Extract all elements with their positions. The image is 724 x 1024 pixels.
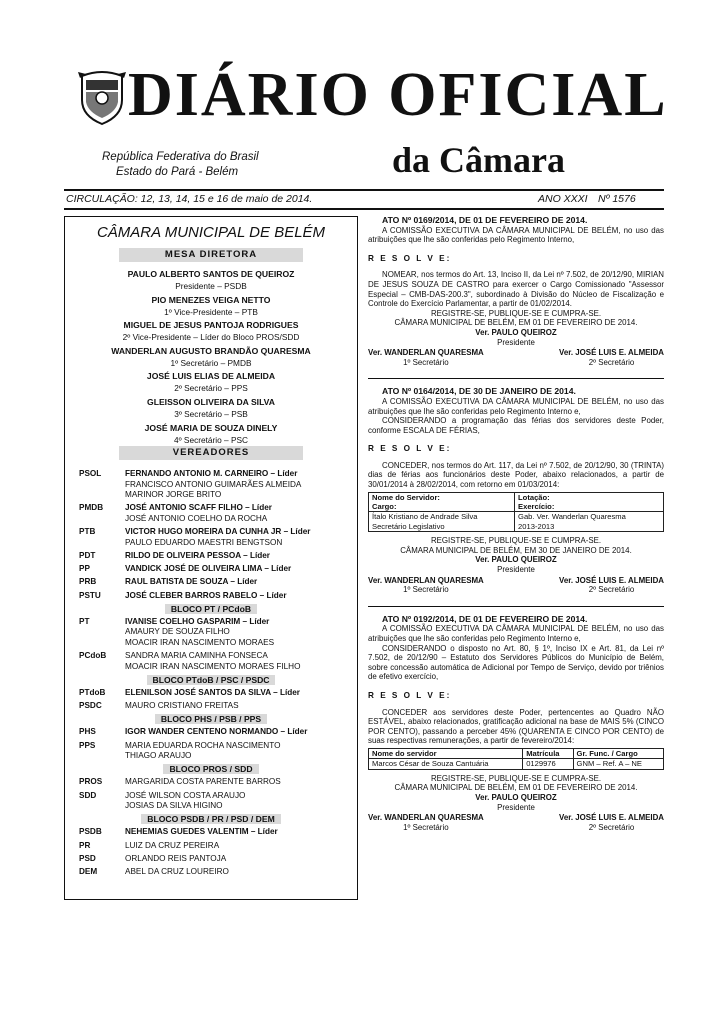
act-table xyxy=(368,492,664,533)
closing-line: CÂMARA MUNICIPAL DE BELÉM, EM 30 DE JANEIRO DE 2014. xyxy=(400,545,632,555)
mesa-member-name: GLEISSON OLIVEIRA DA SILVA xyxy=(147,397,275,407)
coat-of-arms-icon xyxy=(78,68,126,126)
mesa-member-role: 4º Secretário – PSC xyxy=(173,434,249,445)
vereador-names xyxy=(125,791,353,812)
party-leader: NEHEMIAS GUEDES VALENTIM – Líder xyxy=(125,827,278,837)
act-table-cell xyxy=(573,759,663,769)
party-leader: RILDO DE OLIVEIRA PESSOA – Líder xyxy=(125,551,270,560)
cell-line: GNM – Ref. A – NE xyxy=(576,759,642,769)
president-role: Presidente xyxy=(497,337,535,347)
vereador-names xyxy=(125,527,353,548)
president-name: Ver. PAULO QUEIROZ xyxy=(475,327,557,337)
mesa-member-role: 1º Secretário – PMDB xyxy=(170,357,252,368)
signatory-name: Ver. JOSÉ LUIS E. ALMEIDA xyxy=(559,348,664,358)
signature-block xyxy=(559,348,664,367)
signatory-name: Ver. WANDERLAN QUARESMA xyxy=(368,813,484,823)
mesa-member-name: MIGUEL DE JESUS PANTOJA RODRIGUES xyxy=(123,320,299,331)
closing-line: REGISTRE-SE, PUBLIQUE-SE E CUMPRA-SE. xyxy=(430,773,602,783)
signature-block xyxy=(559,813,664,832)
signatures xyxy=(368,348,664,367)
vereador-name: ABEL DA CRUZ LOUREIRO xyxy=(125,867,229,876)
signatory-role: 2º Secretário xyxy=(588,357,635,367)
party-code: PTB xyxy=(79,527,96,537)
bloco-label-text: BLOCO PTdoB / PSC / PSDC xyxy=(147,675,276,685)
act-heading: ATO Nº 0192/2014, DE 01 DE FEVEREIRO DE 2014. xyxy=(382,613,588,624)
council-heading: CÂMARA MUNICIPAL DE BELÉM xyxy=(96,224,326,241)
mesa-member-role: 2º Vice-Presidente – Líder do Bloco PROS/SDD xyxy=(122,332,300,343)
act-paragraph: A COMISSÃO EXECUTIVA DA CÂMARA MUNICIPAL DE BELÉM, no uso das atribuições que lhe são conferidas pelo Regimento Interno e, xyxy=(368,624,664,644)
act-table-header xyxy=(369,492,664,512)
mesa-member-role: 3º Secretário – PSB xyxy=(174,409,248,419)
signatory-role: 1º Secretário xyxy=(403,822,449,832)
act-separator xyxy=(368,606,664,607)
newspaper-subtitle: da Câmara xyxy=(392,140,565,180)
act-table-header-cell xyxy=(515,492,664,512)
signature-block xyxy=(368,813,484,832)
header-line: Exercício: xyxy=(518,502,555,512)
signatory-name: Ver. JOSÉ LUIS E. ALMEIDA xyxy=(559,813,664,823)
vereador-name: MARGARIDA COSTA PARENTE BARROS xyxy=(125,777,281,787)
header-line: Gr. Func. / Cargo xyxy=(576,748,638,758)
masthead-rule-bottom xyxy=(64,208,664,210)
header-line: Nome do servidor xyxy=(372,748,437,758)
act-table-header-cell xyxy=(369,492,515,512)
vereadores-label: VEREADORES xyxy=(119,446,303,460)
signatory-role: 2º Secretário xyxy=(588,585,635,595)
party-code: PSTU xyxy=(79,590,101,600)
act-table-cell xyxy=(523,759,573,769)
vereador-names xyxy=(125,854,353,865)
act-body: CONCEDER aos servidores deste Poder, pertencentes ao Quadro NÃO ESTÁVEL, abaixo relacionados, gratificação adicional na base de MAIS 5% (CINCO POR CENTO), passando a perceber 45% (QUARENTA E CINCO POR CENTO) de suas respectivas remunerações, a partir de fevereiro/2014: xyxy=(368,707,664,746)
party-leader: FERNANDO ANTONIO M. CARNEIRO – Líder xyxy=(125,469,298,478)
act-paragraph: A COMISSÃO EXECUTIVA DA CÂMARA MUNICIPAL DE BELÉM, no uso das atribuições que lhe são conferidas pelo Regimento Interno, xyxy=(368,225,664,245)
signature-block xyxy=(368,348,484,367)
vereador-names xyxy=(125,651,353,672)
president-role: Presidente xyxy=(497,565,535,575)
closing-line: CÂMARA MUNICIPAL DE BELÉM, EM 01 DE FEVEREIRO DE 2014. xyxy=(394,318,638,328)
header-line: Lotação: xyxy=(518,492,550,502)
party-code: DEM xyxy=(79,867,98,876)
act-heading: ATO Nº 0164/2014, DE 30 DE JANEIRO DE 2014. xyxy=(382,386,576,397)
act-body: CONCEDER, nos termos do Art. 117, da Lei nº 7.502, de 20/12/90, 30 (TRINTA) dias de férias aos funcionários deste Poder, abaixo relacionados, a partir de 30/01/2014 à 28/02/2014, com retorno em 01/03/2014: xyxy=(368,460,664,490)
signature-block xyxy=(559,576,664,595)
vereador-name: JOSÉ ANTONIO COELHO DA ROCHA xyxy=(125,513,268,523)
mesa-member-name: PAULO ALBERTO SANTOS DE QUEIROZ xyxy=(127,269,295,279)
act-table-header-cell xyxy=(573,748,663,758)
act-body: NOMEAR, nos termos do Art. 13, Inciso II, da Lei nº 7.502, de 20/12/90, MIRIAN DE JESUS SOUZA DE CASTRO para exercer o Cargo Comissionado "Assessor Especial – CMB-DAS-200.3", subordinado à Divisão do Núcleo de Fiscalização e Controle do Exercício Parlamentar, a partir de 01/02/2014. xyxy=(368,270,664,309)
vereador-name: AMAURY DE SOUZA FILHO xyxy=(125,627,230,637)
vereador-names xyxy=(125,867,353,878)
closing-line: REGISTRE-SE, PUBLIQUE-SE E CUMPRA-SE. xyxy=(430,308,602,318)
closing-line: REGISTRE-SE, PUBLIQUE-SE E CUMPRA-SE. xyxy=(430,536,602,546)
vereador-names xyxy=(125,777,353,788)
party-code: PHS xyxy=(79,727,96,737)
party-code: SDD xyxy=(79,790,97,800)
masthead-republic-block xyxy=(102,150,259,180)
vereador-name: PAULO EDUARDO MAESTRI BENGTSON xyxy=(125,537,283,547)
signatures xyxy=(368,576,664,595)
act-table xyxy=(368,748,664,770)
vereador-name: LUIZ DA CRUZ PEREIRA xyxy=(125,840,220,850)
party-code: PT xyxy=(79,616,90,626)
party-code: PRB xyxy=(79,577,97,587)
vereador-names xyxy=(125,688,353,699)
resolve-label: R E S O L V E: xyxy=(368,253,452,263)
party-code: PPS xyxy=(79,740,96,750)
vereador-names xyxy=(125,841,353,852)
party-code: PROS xyxy=(79,777,103,787)
party-code: PDT xyxy=(79,551,96,560)
party-leader: IVANISE COELHO GASPARIM – Líder xyxy=(125,616,270,626)
cell-line: 0129976 xyxy=(526,759,556,769)
circulation-dates: CIRCULAÇÃO: 12, 13, 14, 15 e 16 de maio de 2014. xyxy=(66,193,313,205)
vereador-name: THIAGO ARAUJO xyxy=(125,751,192,761)
mesa-member-name: JOSÉ MARIA DE SOUZA DINELY xyxy=(144,422,278,433)
vereador-names xyxy=(125,741,353,762)
party-code: PR xyxy=(79,840,91,850)
vereador-name: MAURO CRISTIANO FREITAS xyxy=(125,701,239,711)
vereador-names xyxy=(125,617,353,649)
vereador-name: MARINOR JORGE BRITO xyxy=(125,490,222,500)
vereador-name: FRANCISCO ANTONIO GUIMARÃES ALMEIDA xyxy=(125,479,302,489)
signatory-name: Ver. JOSÉ LUIS E. ALMEIDA xyxy=(559,575,664,585)
president-name: Ver. PAULO QUEIROZ xyxy=(475,555,557,565)
act-table-header xyxy=(369,748,664,758)
vereador-names xyxy=(125,727,353,738)
bloco-label xyxy=(65,675,357,685)
act-paragraph: CONSIDERANDO o disposto no Art. 80, § 1º, Inciso IX e Art. 81, da Lei nº 7.502, de 20/12/90 – Estatuto dos Servidores Públicos do Município de Belém, sobre concessão automática de Adicional por Tempo de Serviço, devido por triênios de efetivo exercício, xyxy=(368,643,664,682)
party-code: PSDC xyxy=(79,701,102,711)
header-line: Cargo: xyxy=(372,502,397,512)
vereador-names xyxy=(125,469,353,501)
vereador-names xyxy=(125,827,353,838)
vereador-names xyxy=(125,503,353,524)
signatory-role: 2º Secretário xyxy=(588,822,635,832)
masthead-rule-top xyxy=(64,189,664,191)
party-code: PSDB xyxy=(79,827,102,837)
vereador-name: SANDRA MARIA CAMINHA FONSECA xyxy=(125,651,268,661)
resolve-label: R E S O L V E: xyxy=(368,691,452,700)
act-table-header-cell xyxy=(523,748,573,758)
party-code: PSD xyxy=(79,853,96,863)
council-directory-box xyxy=(64,216,358,900)
signatory-role: 1º Secretário xyxy=(403,357,449,367)
signatory-role: 1º Secretário xyxy=(403,585,449,595)
signatory-name: Ver. WANDERLAN QUARESMA xyxy=(368,348,484,358)
header-line: Matrícula xyxy=(526,748,560,758)
signature-block xyxy=(368,576,484,595)
vereador-names xyxy=(125,701,353,712)
edition-number: Nº 1576 xyxy=(598,193,636,205)
bloco-label xyxy=(65,714,357,724)
bloco-label-text: BLOCO PSDB / PR / PSD / DEM xyxy=(141,814,281,824)
vereador-names xyxy=(125,551,353,562)
party-code: PTdoB xyxy=(79,688,106,697)
president-name: Ver. PAULO QUEIROZ xyxy=(475,792,557,802)
party-leader: IGOR WANDER CENTENO NORMANDO – Líder xyxy=(125,727,308,737)
signatures xyxy=(368,813,664,832)
bloco-label xyxy=(65,764,357,774)
mesa-member-name: PIO MENEZES VEIGA NETTO xyxy=(151,294,271,305)
edition-year: ANO XXXI xyxy=(538,193,588,205)
party-code: PMDB xyxy=(79,503,104,513)
act-paragraph: CONSIDERANDO a programação das férias dos servidores deste Poder, conforme ESCALA DE FÉRIAS, xyxy=(368,416,664,435)
bloco-label-text: BLOCO PROS / SDD xyxy=(163,764,258,774)
vereador-name: JOSIAS DA SILVA HIGINO xyxy=(125,801,223,811)
cell-line: Ítalo Kristiano de Andrade Silva xyxy=(372,512,478,522)
party-leader: RAUL BATISTA DE SOUZA – Líder xyxy=(125,577,258,587)
resolve-label: R E S O L V E: xyxy=(368,444,452,454)
cell-line: Marcos César de Souza Cantuária xyxy=(372,759,489,769)
mesa-member-name: JOSÉ LUIS ELIAS DE ALMEIDA xyxy=(146,371,276,382)
mesa-member-role: 2º Secretário – PPS xyxy=(174,383,248,394)
party-leader: JOSÉ CLEBER BARROS RABELO – Líder xyxy=(125,590,287,600)
vereador-name: MARIA EDUARDA ROCHA NASCIMENTO xyxy=(125,740,281,750)
bloco-label-text: BLOCO PHS / PSB / PPS xyxy=(155,714,267,724)
state-line: Estado do Pará - Belém xyxy=(116,166,239,178)
party-leader: VICTOR HUGO MOREIRA DA CUNHA JR – Líder xyxy=(125,527,311,537)
signatory-name: Ver. WANDERLAN QUARESMA xyxy=(368,575,484,585)
bloco-label-text: BLOCO PT / PCdoB xyxy=(165,604,257,614)
party-code: PSOL xyxy=(79,469,102,478)
closing-line: CÂMARA MUNICIPAL DE BELÉM, EM 01 DE FEVEREIRO DE 2014. xyxy=(394,783,638,793)
party-code: PCdoB xyxy=(79,651,107,661)
act-table-row xyxy=(369,759,664,769)
vereador-name: JOSÉ WILSON COSTA ARAUJO xyxy=(125,790,246,800)
party-leader: ELENILSON JOSÉ SANTOS DA SILVA – Líder xyxy=(125,688,300,697)
header-line: Nome do Servidor: xyxy=(372,492,440,502)
mesa-member-name: WANDERLAN AUGUSTO BRANDÃO QUARESMA xyxy=(111,345,311,356)
act-separator xyxy=(368,378,664,379)
party-leader: VANDICK JOSÉ DE OLIVEIRA LIMA – Líder xyxy=(125,564,292,574)
act-table-cell xyxy=(369,759,523,769)
vereador-name: MOACIR IRAN NASCIMENTO MORAES xyxy=(125,637,275,647)
act-heading: ATO Nº 0169/2014, DE 01 DE FEVEREIRO DE 2014. xyxy=(382,215,588,225)
bloco-label xyxy=(65,814,357,824)
president-role: Presidente xyxy=(497,802,535,812)
mesa-member-role: Presidente – PSDB xyxy=(175,281,247,291)
act-table-cell xyxy=(369,512,515,532)
vereador-name: ORLANDO REIS PANTOJA xyxy=(125,853,227,863)
bloco-label xyxy=(65,604,357,614)
act-table-row xyxy=(369,512,664,532)
newspaper-title: DIÁRIO OFICIAL xyxy=(128,61,668,129)
acts-column xyxy=(368,216,664,832)
cell-line: Secretário Legislativo xyxy=(372,521,445,531)
cell-line: 2013-2013 xyxy=(518,521,555,531)
vereador-names xyxy=(125,591,353,602)
vereador-name: MOACIR IRAN NASCIMENTO MORAES FILHO xyxy=(125,661,301,671)
party-code: PP xyxy=(79,564,90,574)
party-leader: JOSÉ ANTONIO SCAFF FILHO – Líder xyxy=(125,503,272,513)
cell-line: Gab. Ver. Wanderlan Quaresma xyxy=(518,512,626,522)
mesa-diretora-label: MESA DIRETORA xyxy=(119,248,303,262)
vereador-names xyxy=(125,564,353,575)
vereador-names xyxy=(125,577,353,588)
act-table-cell xyxy=(515,512,664,532)
republic-line: República Federativa do Brasil xyxy=(102,151,259,163)
act-table-header-cell xyxy=(369,748,523,758)
act-paragraph: A COMISSÃO EXECUTIVA DA CÂMARA MUNICIPAL DE BELÉM, no uso das atribuições que lhe são conferidas pelo Regimento Interno e, xyxy=(368,396,664,416)
mesa-member-role: 1º Vice-Presidente – PTB xyxy=(164,306,258,317)
